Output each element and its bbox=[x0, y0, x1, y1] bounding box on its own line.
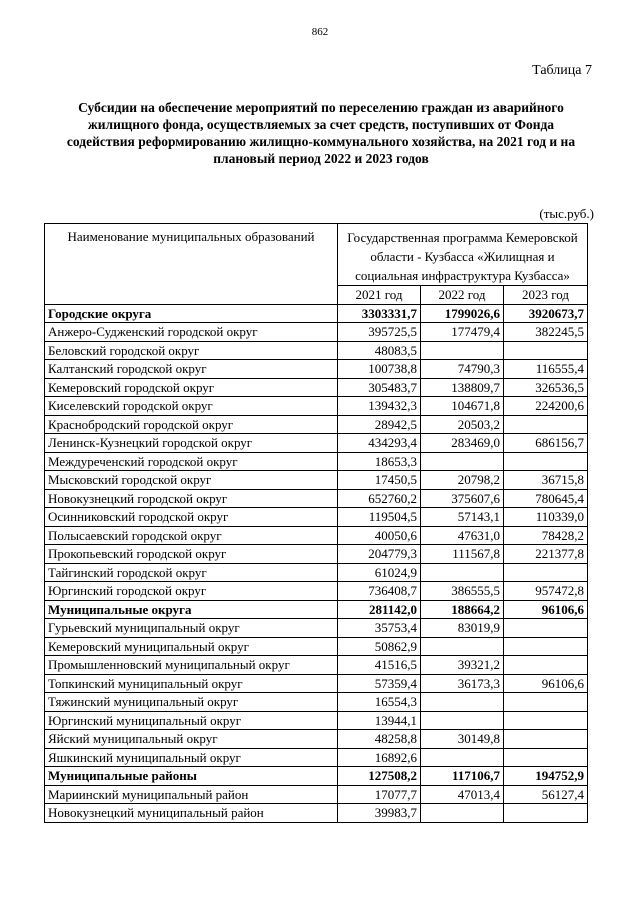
value-2021-cell: 3303331,7 bbox=[338, 304, 421, 323]
row-name-cell: Новокузнецкий городской округ bbox=[45, 489, 338, 508]
value-2023-cell: 3920673,7 bbox=[504, 304, 588, 323]
table-header-row bbox=[45, 224, 588, 286]
value-2023-cell bbox=[504, 748, 588, 767]
value-2023-cell bbox=[504, 804, 588, 823]
value-2022-cell: 117106,7 bbox=[421, 767, 504, 786]
table-row bbox=[45, 526, 588, 545]
table-row bbox=[45, 323, 588, 342]
table-row bbox=[45, 452, 588, 471]
table-group-row bbox=[45, 767, 588, 786]
value-2023-cell: 957472,8 bbox=[504, 582, 588, 601]
header-year-2023: 2023 год bbox=[504, 286, 588, 305]
row-name-cell: Муниципальные районы bbox=[45, 767, 338, 786]
table-row bbox=[45, 804, 588, 823]
table-row bbox=[45, 637, 588, 656]
value-2022-cell: 39321,2 bbox=[421, 656, 504, 675]
value-2021-cell: 434293,4 bbox=[338, 434, 421, 453]
value-2023-cell: 780645,4 bbox=[504, 489, 588, 508]
value-2022-cell: 36173,3 bbox=[421, 674, 504, 693]
document-title: Субсидии на обеспечение мероприятий по переселению граждан из аварийного жилищного фонда, осуществляемых за счет средств, поступивших от Фонда содействия реформированию жилищно-коммунального хозяйства, на 2021 год и на плановый период 2022 и 2023 годов bbox=[66, 100, 576, 166]
value-2022-cell: 188664,2 bbox=[421, 600, 504, 619]
value-2023-cell: 110339,0 bbox=[504, 508, 588, 527]
value-2023-cell: 686156,7 bbox=[504, 434, 588, 453]
value-2022-cell: 177479,4 bbox=[421, 323, 504, 342]
value-2022-cell bbox=[421, 693, 504, 712]
value-2022-cell bbox=[421, 711, 504, 730]
table-row bbox=[45, 397, 588, 416]
value-2022-cell: 1799026,6 bbox=[421, 304, 504, 323]
table-row bbox=[45, 489, 588, 508]
row-name-cell: Осинниковский городской округ bbox=[45, 508, 338, 527]
row-name-cell: Беловский городской округ bbox=[45, 341, 338, 360]
value-2021-cell: 305483,7 bbox=[338, 378, 421, 397]
value-2022-cell bbox=[421, 748, 504, 767]
value-2021-cell: 395725,5 bbox=[338, 323, 421, 342]
value-2021-cell: 40050,6 bbox=[338, 526, 421, 545]
value-2021-cell: 17450,5 bbox=[338, 471, 421, 490]
header-year-2021: 2021 год bbox=[338, 286, 421, 305]
row-name-cell: Городские округа bbox=[45, 304, 338, 323]
row-name-cell: Кемеровский муниципальный округ bbox=[45, 637, 338, 656]
table-row bbox=[45, 415, 588, 434]
value-2023-cell: 326536,5 bbox=[504, 378, 588, 397]
value-2021-cell: 204779,3 bbox=[338, 545, 421, 564]
value-2023-cell bbox=[504, 452, 588, 471]
table-row bbox=[45, 360, 588, 379]
table-row bbox=[45, 785, 588, 804]
value-2021-cell: 57359,4 bbox=[338, 674, 421, 693]
row-name-cell: Яшкинский муниципальный округ bbox=[45, 748, 338, 767]
table-row bbox=[45, 341, 588, 360]
value-2022-cell: 83019,9 bbox=[421, 619, 504, 638]
value-2021-cell: 100738,8 bbox=[338, 360, 421, 379]
value-2021-cell: 16892,6 bbox=[338, 748, 421, 767]
table-row bbox=[45, 582, 588, 601]
value-2023-cell bbox=[504, 619, 588, 638]
table-row bbox=[45, 619, 588, 638]
row-name-cell: Анжеро-Судженский городской округ bbox=[45, 323, 338, 342]
value-2022-cell: 20503,2 bbox=[421, 415, 504, 434]
row-name-cell: Гурьевский муниципальный округ bbox=[45, 619, 338, 638]
row-name-cell: Промышленновский муниципальный округ bbox=[45, 656, 338, 675]
value-2023-cell bbox=[504, 637, 588, 656]
value-2021-cell: 28942,5 bbox=[338, 415, 421, 434]
table-row bbox=[45, 563, 588, 582]
row-name-cell: Киселевский городской округ bbox=[45, 397, 338, 416]
table-group-row bbox=[45, 600, 588, 619]
table-row bbox=[45, 693, 588, 712]
value-2023-cell bbox=[504, 730, 588, 749]
value-2023-cell bbox=[504, 711, 588, 730]
page-number: 862 bbox=[311, 26, 329, 38]
header-year-2022: 2022 год bbox=[421, 286, 504, 305]
value-2021-cell: 39983,7 bbox=[338, 804, 421, 823]
value-2022-cell bbox=[421, 341, 504, 360]
value-2021-cell: 18653,3 bbox=[338, 452, 421, 471]
table-row bbox=[45, 508, 588, 527]
row-name-cell: Мариинский муниципальный район bbox=[45, 785, 338, 804]
value-2023-cell: 382245,5 bbox=[504, 323, 588, 342]
value-2021-cell: 35753,4 bbox=[338, 619, 421, 638]
value-2023-cell: 96106,6 bbox=[504, 600, 588, 619]
value-2022-cell: 74790,3 bbox=[421, 360, 504, 379]
value-2021-cell: 50862,9 bbox=[338, 637, 421, 656]
value-2023-cell bbox=[504, 341, 588, 360]
row-name-cell: Юргинский городской округ bbox=[45, 582, 338, 601]
table-row bbox=[45, 378, 588, 397]
value-2023-cell: 194752,9 bbox=[504, 767, 588, 786]
value-2021-cell: 41516,5 bbox=[338, 656, 421, 675]
value-2023-cell: 224200,6 bbox=[504, 397, 588, 416]
value-2021-cell: 17077,7 bbox=[338, 785, 421, 804]
row-name-cell: Топкинский муниципальный округ bbox=[45, 674, 338, 693]
value-2021-cell: 13944,1 bbox=[338, 711, 421, 730]
value-2022-cell bbox=[421, 452, 504, 471]
row-name-cell: Калтанский городской округ bbox=[45, 360, 338, 379]
subsidies-table bbox=[44, 223, 588, 823]
value-2023-cell bbox=[504, 563, 588, 582]
row-name-cell: Междуреченский городской округ bbox=[45, 452, 338, 471]
value-2021-cell: 127508,2 bbox=[338, 767, 421, 786]
value-2022-cell: 30149,8 bbox=[421, 730, 504, 749]
row-name-cell: Новокузнецкий муниципальный район bbox=[45, 804, 338, 823]
row-name-cell: Юргинский муниципальный округ bbox=[45, 711, 338, 730]
value-2022-cell: 47631,0 bbox=[421, 526, 504, 545]
value-2022-cell: 138809,7 bbox=[421, 378, 504, 397]
table-row bbox=[45, 471, 588, 490]
value-2023-cell: 36715,8 bbox=[504, 471, 588, 490]
table-row bbox=[45, 434, 588, 453]
table-label: Таблица 7 bbox=[532, 63, 592, 78]
value-2021-cell: 281142,0 bbox=[338, 600, 421, 619]
value-2021-cell: 16554,3 bbox=[338, 693, 421, 712]
value-2021-cell: 48083,5 bbox=[338, 341, 421, 360]
row-name-cell: Ленинск-Кузнецкий городской округ bbox=[45, 434, 338, 453]
value-2023-cell bbox=[504, 693, 588, 712]
value-2023-cell: 96106,6 bbox=[504, 674, 588, 693]
table-row bbox=[45, 674, 588, 693]
row-name-cell: Муниципальные округа bbox=[45, 600, 338, 619]
value-2021-cell: 139432,3 bbox=[338, 397, 421, 416]
table-row bbox=[45, 748, 588, 767]
value-2022-cell bbox=[421, 563, 504, 582]
header-program: Государственная программа Кемеровской области - Кузбасса «Жилищная и социальная инфраструктура Кузбасса» bbox=[338, 224, 588, 286]
table-row bbox=[45, 656, 588, 675]
row-name-cell: Прокопьевский городской округ bbox=[45, 545, 338, 564]
value-2023-cell bbox=[504, 415, 588, 434]
value-2022-cell bbox=[421, 637, 504, 656]
value-2023-cell: 221377,8 bbox=[504, 545, 588, 564]
table-row bbox=[45, 545, 588, 564]
value-2023-cell: 116555,4 bbox=[504, 360, 588, 379]
value-2021-cell: 48258,8 bbox=[338, 730, 421, 749]
header-name-column: Наименование муниципальных образований bbox=[45, 224, 338, 305]
table-row bbox=[45, 711, 588, 730]
table-row bbox=[45, 730, 588, 749]
value-2022-cell: 57143,1 bbox=[421, 508, 504, 527]
value-2022-cell: 104671,8 bbox=[421, 397, 504, 416]
value-2023-cell bbox=[504, 656, 588, 675]
value-2023-cell: 78428,2 bbox=[504, 526, 588, 545]
value-2022-cell: 111567,8 bbox=[421, 545, 504, 564]
value-2021-cell: 736408,7 bbox=[338, 582, 421, 601]
value-2021-cell: 652760,2 bbox=[338, 489, 421, 508]
value-2022-cell bbox=[421, 804, 504, 823]
value-2022-cell: 47013,4 bbox=[421, 785, 504, 804]
value-2022-cell: 375607,6 bbox=[421, 489, 504, 508]
value-2023-cell: 56127,4 bbox=[504, 785, 588, 804]
value-2022-cell: 20798,2 bbox=[421, 471, 504, 490]
row-name-cell: Тайгинский городской округ bbox=[45, 563, 338, 582]
table-group-row bbox=[45, 304, 588, 323]
units-label: (тыс.руб.) bbox=[539, 206, 594, 221]
row-name-cell: Тяжинский муниципальный округ bbox=[45, 693, 338, 712]
value-2021-cell: 119504,5 bbox=[338, 508, 421, 527]
value-2022-cell: 386555,5 bbox=[421, 582, 504, 601]
row-name-cell: Яйский муниципальный округ bbox=[45, 730, 338, 749]
value-2022-cell: 283469,0 bbox=[421, 434, 504, 453]
row-name-cell: Полысаевский городской округ bbox=[45, 526, 338, 545]
row-name-cell: Краснобродский городской округ bbox=[45, 415, 338, 434]
row-name-cell: Кемеровский городской округ bbox=[45, 378, 338, 397]
value-2021-cell: 61024,9 bbox=[338, 563, 421, 582]
row-name-cell: Мысковский городской округ bbox=[45, 471, 338, 490]
